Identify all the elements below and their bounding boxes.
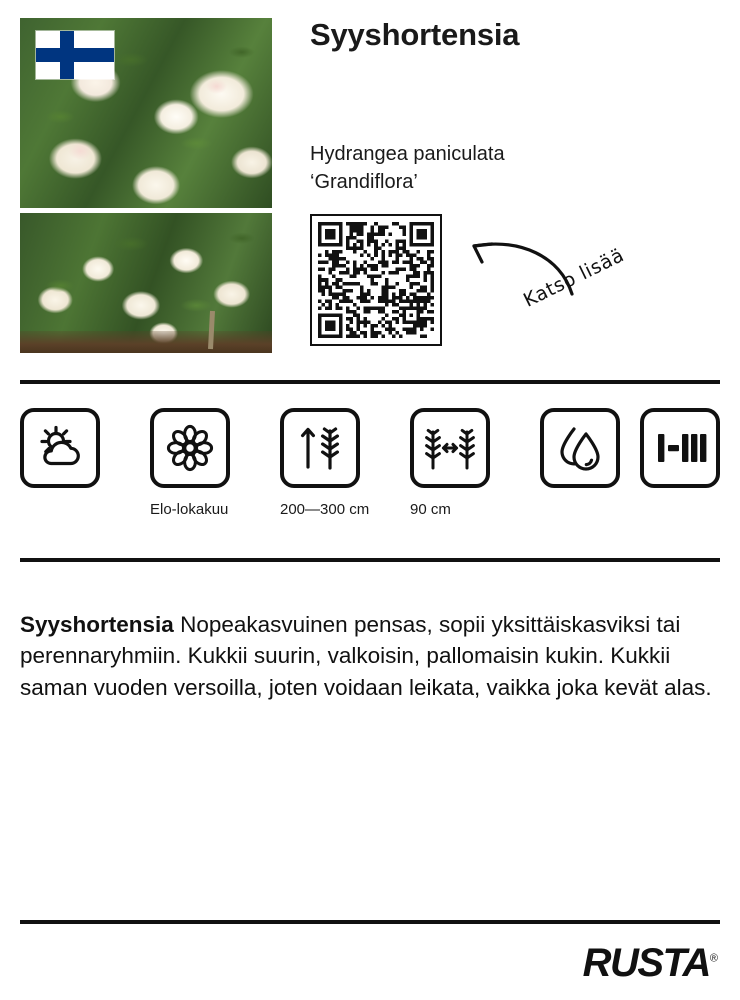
attribute-height: [280, 408, 372, 517]
product-photo-shrub: [20, 213, 272, 353]
product-photo-closeup: [20, 18, 272, 208]
divider-top: [20, 380, 720, 384]
attribute-spacing-caption: 90 cm: [410, 501, 451, 518]
flag-cross-horizontal: [36, 48, 114, 62]
attribute-flowering: [150, 408, 242, 517]
see-more-label: Katso lisää: [520, 244, 628, 312]
botanical-name-block: [310, 140, 722, 197]
qr-code[interactable]: [310, 214, 442, 346]
description-lead: Syyshortensia: [20, 611, 174, 637]
description-body: Nopeakasvuinen pensas, sopii yksittäiskasviksi tai perennaryhmiin. Kukkii suurin, valkoisin, pallomaisin kukin. Kukkii saman vuoden versoilla, joten voidaan leikata, vaikka joka kevät alas.: [20, 611, 712, 701]
registered-trademark-icon: ®: [709, 952, 718, 965]
sun-behind-cloud-icon: [20, 408, 100, 488]
brand-logo: [583, 943, 718, 983]
attribute-flowering-caption: Elo-lokakuu: [150, 501, 229, 518]
attribute-spacing: [410, 408, 502, 517]
botanical-species: Hydrangea paniculata: [310, 143, 505, 166]
qr-section: [310, 214, 722, 364]
page-title: Syyshortensia: [310, 17, 520, 52]
see-more-annotation: [460, 232, 710, 352]
plant-spacing-icon: [410, 408, 490, 488]
attribute-height-caption: 200—300 cm: [280, 501, 370, 518]
divider-bottom: [20, 920, 720, 924]
top-section: [0, 0, 740, 370]
divider-middle: [20, 558, 720, 562]
curved-arrow-to-qr-icon: [460, 232, 710, 352]
attribute-icon-strip: [20, 408, 720, 538]
qr-code-image: [318, 222, 434, 338]
flower-icon: [150, 408, 230, 488]
hardiness-zone-icon: [640, 408, 720, 488]
attribute-sun: [20, 408, 112, 502]
product-photo-column: [20, 18, 272, 353]
attribute-hardiness-zone: [640, 408, 732, 502]
product-description: [20, 609, 720, 705]
botanical-cultivar: ‘Grandiflora’: [310, 171, 418, 194]
plant-height-icon: [280, 408, 360, 488]
product-info-column: [310, 17, 722, 312]
finland-flag-icon: [36, 31, 114, 79]
attribute-water: [540, 408, 632, 502]
water-drops-icon: [540, 408, 620, 488]
brand-name: RUSTA: [582, 941, 710, 985]
ground-soil-strip: [20, 331, 272, 353]
